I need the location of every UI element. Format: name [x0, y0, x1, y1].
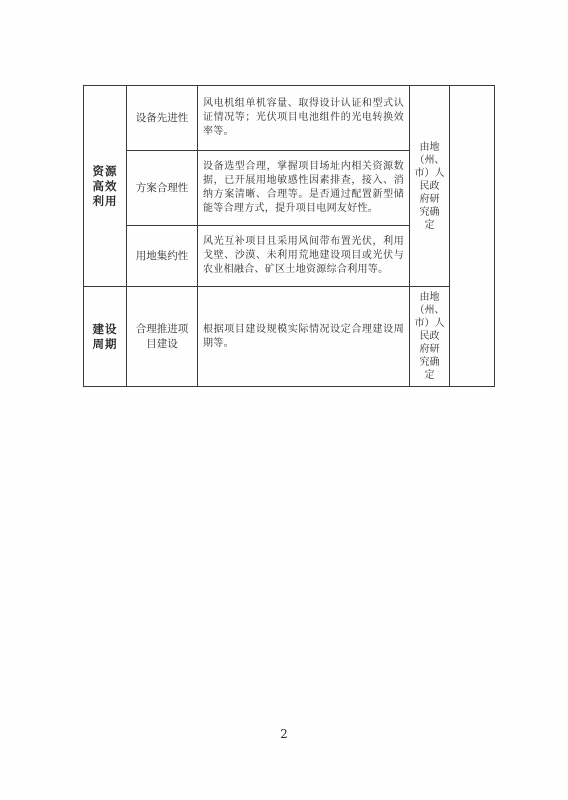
authority-text: 民政	[419, 331, 440, 342]
criterion-cell: 用地集约性	[127, 226, 198, 287]
description-cell: 根据项目建设规模实际情况设定合理建设周期等。	[198, 287, 410, 387]
authority-text: （州、	[414, 154, 445, 166]
category-text: 利用	[92, 193, 118, 208]
authority-text: 究确	[419, 357, 440, 368]
criterion-cell: 设备先进性	[127, 86, 198, 151]
authority-cell	[410, 86, 450, 287]
category-text: 建设	[92, 321, 118, 336]
authority-cell	[410, 287, 450, 387]
authority-text: 究确	[419, 206, 440, 218]
description-cell: 风光互补项目且采用风间带布置光伏，利用戈壁、沙漠、未利用荒地建设项目或光伏与农业相融合、矿区土地资源综合利用等。	[198, 226, 410, 287]
authority-text: 定	[424, 219, 435, 231]
category-cell-construction-period	[84, 287, 127, 387]
authority-text: 民政	[419, 180, 440, 192]
category-text: 周期	[92, 336, 118, 351]
category-cell-resource-efficiency	[84, 86, 127, 287]
page-number: 2	[280, 727, 288, 741]
authority-text: 由地	[419, 141, 440, 153]
authority-text: 由地	[419, 292, 440, 303]
evaluation-criteria-table	[83, 85, 495, 387]
authority-text: 定	[424, 370, 435, 381]
authority-text: 府研	[419, 193, 440, 205]
criterion-cell: 合理推进项目建设	[127, 287, 198, 387]
description-cell: 设备选型合理，掌握项目场址内相关资源数据，已开展用地敏感性因素排查，接入、消纳方案清晰、合理等。是否通过配置新型储能等合理方式，提升项目电网友好性。	[198, 151, 410, 226]
description-cell: 风电机组单机容量、取得设计认证和型式认证情况等；光伏项目电池组件的光电转换效率等。	[198, 86, 410, 151]
category-text: 资源	[92, 163, 118, 178]
authority-text: 市）人	[414, 167, 445, 179]
authority-text: 市）人	[414, 318, 445, 329]
table-row	[84, 86, 495, 151]
empty-cell	[450, 86, 495, 387]
table-row	[84, 287, 495, 387]
criterion-cell: 方案合理性	[127, 151, 198, 226]
authority-text: （州、	[414, 305, 445, 316]
category-text: 高效	[92, 178, 118, 193]
authority-text: 府研	[419, 344, 440, 355]
